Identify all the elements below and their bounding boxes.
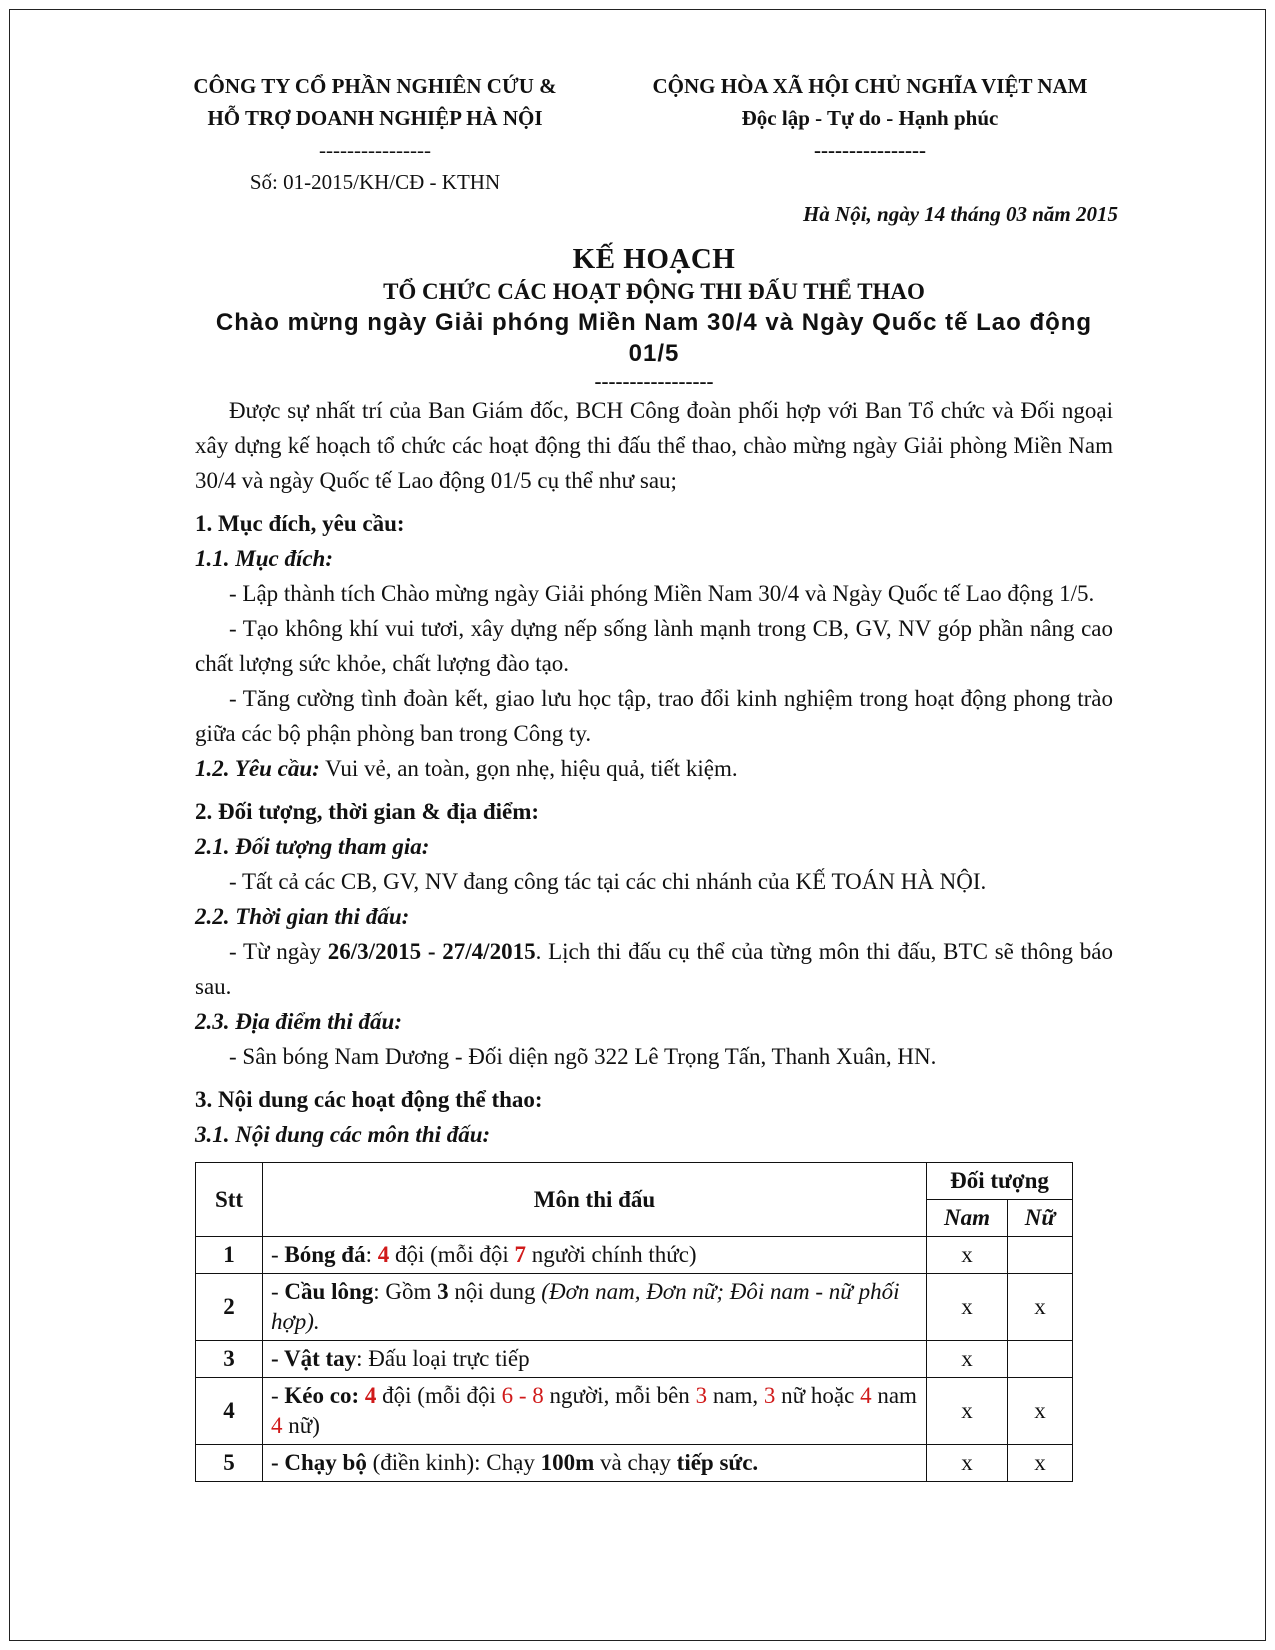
cell-nu: x — [1008, 1445, 1073, 1482]
cell-stt: 4 — [196, 1378, 263, 1445]
schedule-text — [195, 934, 1113, 1004]
nation-block — [605, 70, 1135, 166]
document-number: Số: 01-2015/KH/CĐ - KTHN — [249, 170, 501, 194]
page-title: KẾ HOẠCH — [572, 243, 736, 275]
document-page — [193, 70, 1118, 1482]
cell-stt: 5 — [196, 1445, 263, 1482]
title-divider: ----------------- — [594, 369, 714, 393]
cell-nu: x — [1008, 1378, 1073, 1445]
intro-paragraph: Được sự nhất trí của Ban Giám đốc, BCH Công đoàn phối hợp với Ban Tổ chức và Đối ngoại xây dựng kế hoạch tổ chức các hoạt động thi đấu thể thao, chào mừng ngày Giải phòng Miền Nam 30/4 và ngày Quốc tế Lao động 01/5 cụ thể như sau; — [195, 398, 1113, 493]
table-row — [196, 1237, 1073, 1274]
schedule-prefix: - Từ ngày — [229, 939, 328, 964]
title-occasion: Chào mừng ngày Giải phóng Miền Nam 30/4 và Ngày Quốc tế Lao động 01/5 — [215, 309, 1093, 367]
table-row — [196, 1378, 1073, 1445]
section2-2-heading: 2.2. Thời gian thi đấu: — [195, 904, 410, 929]
table-row — [196, 1341, 1073, 1378]
company-name-line1: CÔNG TY CỔ PHẦN NGHIÊN CỨU & — [193, 74, 557, 98]
cell-stt: 1 — [196, 1237, 263, 1274]
purpose-item: - Tạo không khí vui tươi, xây dựng nếp sống lành mạnh trong CB, GV, NV góp phần nâng cao chất lượng sức khỏe, chất lượng đào tạo. — [195, 616, 1113, 676]
venue-text: - Sân bóng Nam Dương - Đối diện ngõ 322 Lê Trọng Tấn, Thanh Xuân, HN. — [229, 1044, 937, 1069]
title-block — [195, 241, 1113, 393]
section1-1-heading: 1.1. Mục đích: — [195, 546, 333, 571]
cell-nam: x — [927, 1445, 1008, 1482]
section2-3-heading: 2.3. Địa điểm thi đấu: — [195, 1009, 403, 1034]
participants-text: - Tất cả các CB, GV, NV đang công tác tại các chi nhánh của KẾ TOÁN HÀ NỘI. — [229, 869, 987, 894]
cell-nam: x — [927, 1341, 1008, 1378]
section3-heading: 3. Nội dung các hoạt động thể thao: — [195, 1087, 543, 1112]
table-header-row — [196, 1163, 1073, 1200]
nation-name: CỘNG HÒA XÃ HỘI CHỦ NGHĨA VIỆT NAM — [652, 74, 1088, 98]
company-block — [165, 70, 585, 198]
cell-nam: x — [927, 1378, 1008, 1445]
nation-motto: Độc lập - Tự do - Hạnh phúc — [741, 106, 999, 130]
company-divider: ---------------- — [319, 138, 431, 162]
cell-mon: - Cầu lông: Gồm 3 nội dung (Đơn nam, Đơn nữ; Đôi nam - nữ phối hợp). — [263, 1274, 927, 1341]
cell-nu: x — [1008, 1274, 1073, 1341]
cell-mon: - Chạy bộ (điền kinh): Chạy 100m và chạy tiếp sức. — [263, 1445, 927, 1482]
requirement-text: Vui vẻ, an toàn, gọn nhẹ, hiệu quả, tiết kiệm. — [319, 756, 738, 781]
company-name-line2: HỖ TRỢ DOANH NGHIỆP HÀ NỘI — [207, 106, 543, 130]
header-nam: Nam — [927, 1200, 1008, 1237]
cell-mon: - Bóng đá: 4 đội (mỗi đội 7 người chính thức) — [263, 1237, 927, 1274]
section1-heading: 1. Mục đích, yêu cầu: — [195, 511, 405, 536]
requirement-line — [195, 751, 1113, 786]
nation-divider: ---------------- — [814, 138, 926, 162]
header-mon: Môn thi đấu — [263, 1163, 927, 1237]
table-row — [196, 1274, 1073, 1341]
purpose-item: - Tăng cường tình đoàn kết, giao lưu học tập, trao đổi kinh nghiệm trong hoạt động phong trào giữa các bộ phận phòng ban trong Công ty. — [195, 686, 1113, 746]
cell-nam: x — [927, 1237, 1008, 1274]
section3-1-heading: 3.1. Nội dung các môn thi đấu: — [195, 1122, 491, 1147]
cell-mon: - Vật tay: Đấu loại trực tiếp — [263, 1341, 927, 1378]
schedule-dates: 26/3/2015 - 27/4/2015 — [327, 939, 536, 964]
section2-1-heading: 2.1. Đối tượng tham gia: — [195, 834, 430, 859]
table-body — [196, 1237, 1073, 1482]
schedule-suffix: . Lịch thi đấu cụ thể của từng môn thi đấu, BTC sẽ thông báo sau. — [195, 939, 1113, 999]
header-stt: Stt — [196, 1163, 263, 1237]
header-doituong: Đối tượng — [927, 1163, 1073, 1200]
cell-stt: 2 — [196, 1274, 263, 1341]
purpose-item: - Lập thành tích Chào mừng ngày Giải phóng Miền Nam 30/4 và Ngày Quốc tế Lao động 1/5. — [229, 581, 1095, 606]
title-subtitle: TỔ CHỨC CÁC HOẠT ĐỘNG THI ĐẤU THỂ THAO — [383, 279, 925, 304]
date-line: Hà Nội, ngày 14 tháng 03 năm 2015 — [802, 202, 1118, 226]
cell-nu — [1008, 1237, 1073, 1274]
section1-2-heading: 1.2. Yêu cầu: — [195, 756, 320, 781]
cell-nu — [1008, 1341, 1073, 1378]
table-row — [196, 1445, 1073, 1482]
cell-mon: - Kéo co: 4 đội (mỗi đội 6 - 8 người, mỗi bên 3 nam, 3 nữ hoặc 4 nam 4 nữ) — [263, 1378, 927, 1445]
section2-heading: 2. Đối tượng, thời gian & địa điểm: — [195, 799, 540, 824]
cell-stt: 3 — [196, 1341, 263, 1378]
sports-table — [195, 1162, 1073, 1482]
document-header — [193, 70, 1118, 235]
cell-nam: x — [927, 1274, 1008, 1341]
header-nu: Nữ — [1008, 1200, 1073, 1237]
